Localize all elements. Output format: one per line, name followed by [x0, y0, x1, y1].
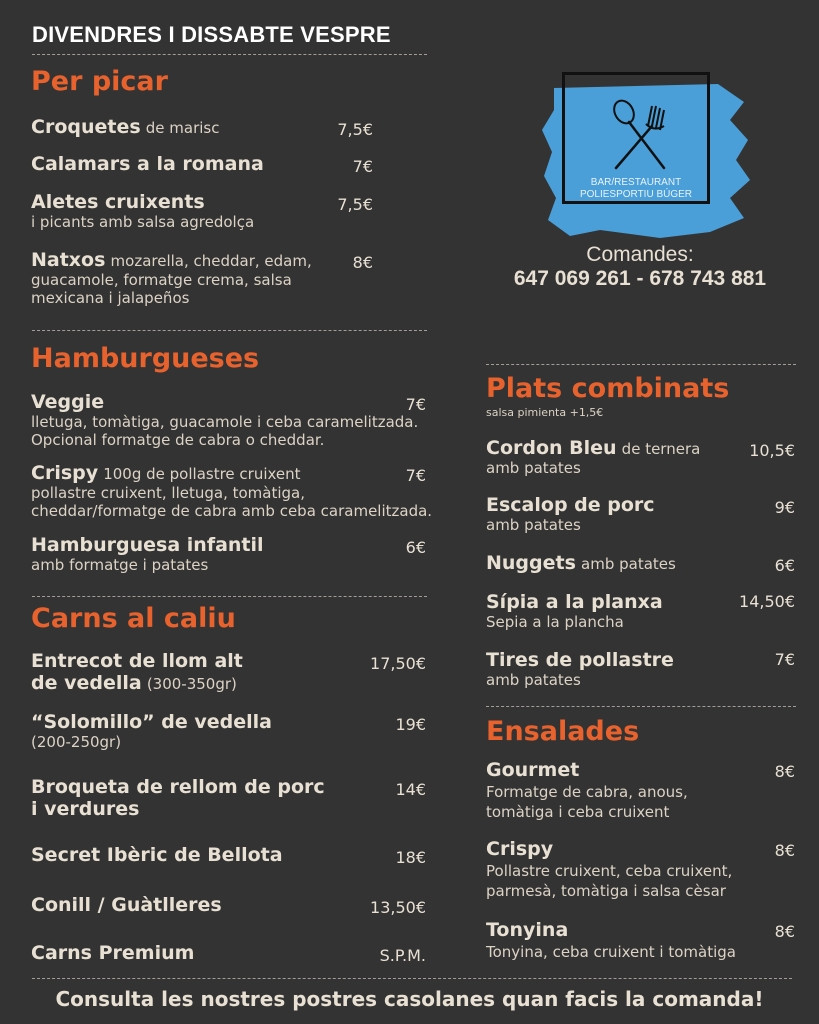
menu-item-crispy-salad: Crispy Pollastre cruixent, ceba cruixent, parmesà, tomàtiga i salsa cèsar — [486, 838, 733, 900]
divider — [32, 54, 427, 55]
price: 6€ — [405, 538, 426, 557]
footer-note: Consulta les nostres postres casolanes quan facis la comanda! — [55, 987, 764, 1011]
price: 18€ — [395, 848, 426, 867]
menu-item-tonyina: Tonyina Tonyina, ceba cruixent i tomàtiga — [486, 919, 736, 961]
logo-text: BAR/RESTAURANT POLIESPORTIU BÚGER — [579, 177, 693, 200]
section-title-carns: Carns al caliu — [31, 603, 236, 634]
menu-header: DIVENDRES I DISSABTE VESPRE — [32, 22, 391, 47]
price: 14,50€ — [739, 592, 795, 611]
menu-item-cordon-bleu: Cordon Bleu de ternera amb patates — [486, 437, 701, 477]
menu-item-aletes: Aletes cruixents i picants amb salsa agredolça — [31, 191, 255, 231]
price: 17,50€ — [370, 654, 426, 673]
menu-item-calamars: Calamars a la romana — [31, 153, 264, 175]
price: 10,5€ — [749, 441, 795, 460]
divider — [32, 330, 427, 331]
price: 8€ — [774, 762, 795, 781]
menu-item-sipia: Sípia a la planxa Sepia a la plancha — [486, 591, 663, 631]
menu-item-carns-premium: Carns Premium — [31, 942, 195, 964]
section-title-ensalades: Ensalades — [486, 716, 640, 747]
menu-item-veggie: Veggie lletuga, tomàtiga, guacamole i ceba caramelitzada. Opcional formatge de cabra o cheddar. — [31, 391, 419, 449]
menu-item-broqueta: Broqueta de rellom de porc i verdures — [31, 776, 325, 820]
price: 7€ — [352, 157, 373, 176]
menu-item-crispy-burger: Crispy 100g de pollastre cruixent pollastre cruixent, lletuga, tomàtiga, cheddar/formatge de cabra amb ceba caramelitzada. — [31, 462, 433, 520]
orders-label: Comandes: — [586, 243, 694, 266]
menu-item-tires-pollastre: Tires de pollastre amb patates — [486, 649, 674, 689]
price: 19€ — [395, 715, 426, 734]
price: 8€ — [774, 922, 795, 941]
divider — [32, 978, 792, 979]
divider — [486, 364, 796, 365]
price: 13,50€ — [370, 898, 426, 917]
divider — [486, 706, 796, 707]
price: 7€ — [405, 466, 426, 485]
menu-item-entrecot: Entrecot de llom alt de vedella (300-350gr) — [31, 650, 243, 694]
menu-item-gourmet: Gourmet Formatge de cabra, anous, tomàtiga i ceba cruixent — [486, 759, 688, 821]
price: 8€ — [352, 253, 373, 272]
price: 14€ — [395, 780, 426, 799]
phone-numbers: 647 069 261 - 678 743 881 — [513, 267, 767, 290]
menu-item-hamburguesa-infantil: Hamburguesa infantil amb formatge i patates — [31, 534, 264, 574]
menu-item-solomillo: “Solomillo” de vedella (200-250gr) — [31, 711, 272, 751]
price: 7,5€ — [337, 120, 373, 139]
section-title-plats-combinats: Plats combinats — [486, 373, 730, 404]
divider — [32, 596, 427, 597]
price: 8€ — [774, 841, 795, 860]
price: 6€ — [774, 556, 795, 575]
price: S.P.M. — [379, 946, 426, 965]
menu-item-escalop: Escalop de porc amb patates — [486, 494, 655, 534]
menu-item-croquetes: Croquetes de marisc — [31, 116, 220, 138]
price: 9€ — [774, 498, 795, 517]
spoon-fork-icon — [608, 98, 672, 172]
price: 7€ — [405, 395, 426, 414]
menu-item-natxos: Natxos mozarella, cheddar, edam, guacamole, formatge crema, salsa mexicana i jalapeños — [31, 249, 312, 307]
price: 7€ — [774, 650, 795, 669]
menu-item-nuggets: Nuggets amb patates — [486, 552, 676, 574]
section-title-hamburgueses: Hamburgueses — [31, 343, 260, 374]
sauce-note: salsa pimienta +1,5€ — [486, 406, 604, 419]
menu-item-conill: Conill / Guàtlleres — [31, 894, 222, 916]
price: 7,5€ — [337, 195, 373, 214]
menu-item-secret-iberic: Secret Ibèric de Bellota — [31, 844, 283, 866]
section-title-per-picar: Per picar — [31, 66, 168, 97]
